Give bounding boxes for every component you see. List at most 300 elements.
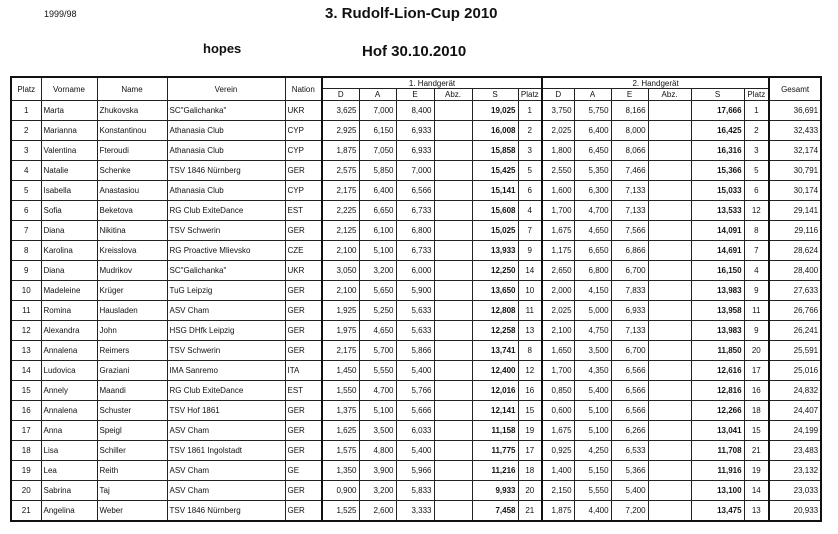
- cell-vorname: Natalie: [41, 161, 97, 181]
- cell-p1: 3: [518, 141, 542, 161]
- cell-d2: 1,175: [542, 241, 574, 261]
- cell-a1: 6,650: [359, 201, 396, 221]
- cell-d1: 2,175: [322, 341, 359, 361]
- cell-verein: TuG Leipzig: [167, 281, 285, 301]
- cell-p1: 14: [518, 261, 542, 281]
- cell-verein: RG Club ExiteDance: [167, 381, 285, 401]
- cell-gesamt: 29,141: [769, 201, 821, 221]
- cell-nation: GER: [285, 301, 322, 321]
- cell-nation: GER: [285, 481, 322, 501]
- cell-s2: 13,983: [691, 321, 744, 341]
- cell-abz1: [434, 241, 472, 261]
- cell-a1: 5,100: [359, 401, 396, 421]
- cell-a1: 4,700: [359, 381, 396, 401]
- cell-abz1: [434, 321, 472, 341]
- cell-gesamt: 24,199: [769, 421, 821, 441]
- cell-d1: 2,100: [322, 281, 359, 301]
- cell-p2: 4: [744, 261, 769, 281]
- cell-a2: 6,400: [574, 121, 611, 141]
- cell-gesamt: 29,116: [769, 221, 821, 241]
- cell-d2: 2,000: [542, 281, 574, 301]
- cell-abz2: [648, 441, 691, 461]
- cell-gesamt: 24,407: [769, 401, 821, 421]
- cell-d2: 0,925: [542, 441, 574, 461]
- cell-p2: 8: [744, 221, 769, 241]
- cell-s1: 13,933: [472, 241, 518, 261]
- cell-d1: 1,550: [322, 381, 359, 401]
- cell-abz1: [434, 341, 472, 361]
- cell-e1: 5,766: [396, 381, 434, 401]
- col-a1: A: [359, 89, 396, 101]
- cell-e2: 6,566: [611, 401, 648, 421]
- cell-gesamt: 36,691: [769, 101, 821, 121]
- table-row: [11, 141, 821, 161]
- cell-p2: 3: [744, 141, 769, 161]
- results-table: [10, 76, 822, 522]
- col-platz: Platz: [11, 77, 41, 101]
- cell-a1: 3,200: [359, 261, 396, 281]
- cell-e2: 7,133: [611, 181, 648, 201]
- cell-p1: 16: [518, 381, 542, 401]
- cell-p2: 15: [744, 421, 769, 441]
- cell-a1: 5,700: [359, 341, 396, 361]
- cell-name: Schiller: [97, 441, 167, 461]
- cell-e1: 6,933: [396, 121, 434, 141]
- cell-abz2: [648, 361, 691, 381]
- table-row: [11, 481, 821, 501]
- cell-gesamt: 23,132: [769, 461, 821, 481]
- cell-d2: 1,400: [542, 461, 574, 481]
- cell-e2: 7,200: [611, 501, 648, 522]
- cell-e2: 7,466: [611, 161, 648, 181]
- cell-a2: 6,650: [574, 241, 611, 261]
- cell-nation: CZE: [285, 241, 322, 261]
- cell-d1: 2,575: [322, 161, 359, 181]
- cell-a1: 5,550: [359, 361, 396, 381]
- cell-abz2: [648, 321, 691, 341]
- cell-a2: 4,650: [574, 221, 611, 241]
- cell-e2: 8,066: [611, 141, 648, 161]
- cell-platz: 17: [11, 421, 41, 441]
- cell-s2: 13,958: [691, 301, 744, 321]
- cell-a2: 4,400: [574, 501, 611, 522]
- cell-p2: 11: [744, 301, 769, 321]
- cell-verein: SC"Galichanka": [167, 101, 285, 121]
- cell-vorname: Madeleine: [41, 281, 97, 301]
- cell-abz2: [648, 461, 691, 481]
- cell-a1: 5,850: [359, 161, 396, 181]
- cell-platz: 12: [11, 321, 41, 341]
- cell-p1: 1: [518, 101, 542, 121]
- cell-name: Kreisslova: [97, 241, 167, 261]
- cell-s1: 12,808: [472, 301, 518, 321]
- cell-abz1: [434, 381, 472, 401]
- cell-d1: 2,225: [322, 201, 359, 221]
- cell-d1: 3,050: [322, 261, 359, 281]
- cell-abz1: [434, 181, 472, 201]
- cell-a1: 6,400: [359, 181, 396, 201]
- cell-vorname: Sabrina: [41, 481, 97, 501]
- cell-d1: 2,175: [322, 181, 359, 201]
- cell-d2: 3,750: [542, 101, 574, 121]
- cell-s1: 12,258: [472, 321, 518, 341]
- cell-nation: GER: [285, 321, 322, 341]
- cell-p2: 5: [744, 161, 769, 181]
- cell-abz2: [648, 381, 691, 401]
- cell-p2: 14: [744, 481, 769, 501]
- cell-e1: 8,400: [396, 101, 434, 121]
- cell-a2: 5,100: [574, 401, 611, 421]
- cell-platz: 20: [11, 481, 41, 501]
- cell-a1: 7,000: [359, 101, 396, 121]
- cell-platz: 16: [11, 401, 41, 421]
- table-row: [11, 381, 821, 401]
- col-verein: Verein: [167, 77, 285, 101]
- cell-s1: 15,858: [472, 141, 518, 161]
- cell-nation: GER: [285, 341, 322, 361]
- cell-a2: 6,800: [574, 261, 611, 281]
- cell-s2: 14,091: [691, 221, 744, 241]
- col-nation: Nation: [285, 77, 322, 101]
- cell-vorname: Diana: [41, 221, 97, 241]
- cell-p2: 2: [744, 121, 769, 141]
- cell-name: Beketova: [97, 201, 167, 221]
- cell-p2: 20: [744, 341, 769, 361]
- cell-nation: CYP: [285, 141, 322, 161]
- cell-d1: 1,350: [322, 461, 359, 481]
- cell-p2: 19: [744, 461, 769, 481]
- cell-abz1: [434, 481, 472, 501]
- cell-abz2: [648, 401, 691, 421]
- cell-d2: 1,700: [542, 201, 574, 221]
- cell-name: Nikitina: [97, 221, 167, 241]
- col-e1: E: [396, 89, 434, 101]
- cell-name: Reimers: [97, 341, 167, 361]
- cell-e2: 6,866: [611, 241, 648, 261]
- cell-a1: 5,100: [359, 241, 396, 261]
- cell-d2: 1,700: [542, 361, 574, 381]
- cell-nation: UKR: [285, 101, 322, 121]
- cell-vorname: Diana: [41, 261, 97, 281]
- cell-a2: 4,750: [574, 321, 611, 341]
- cell-d1: 3,625: [322, 101, 359, 121]
- col-gesamt: Gesamt: [769, 77, 821, 101]
- cell-e1: 6,000: [396, 261, 434, 281]
- cell-e1: 5,966: [396, 461, 434, 481]
- cell-d1: 1,575: [322, 441, 359, 461]
- cell-d2: 2,025: [542, 121, 574, 141]
- cell-s1: 12,250: [472, 261, 518, 281]
- cell-e2: 6,933: [611, 301, 648, 321]
- cell-gesamt: 26,241: [769, 321, 821, 341]
- cell-vorname: Angelina: [41, 501, 97, 522]
- cell-d2: 2,100: [542, 321, 574, 341]
- cell-verein: RG Club ExiteDance: [167, 201, 285, 221]
- cell-s2: 13,533: [691, 201, 744, 221]
- cell-p1: 4: [518, 201, 542, 221]
- cell-nation: UKR: [285, 261, 322, 281]
- cell-nation: GER: [285, 281, 322, 301]
- cell-e1: 5,633: [396, 301, 434, 321]
- table-row: [11, 501, 821, 522]
- cell-nation: GER: [285, 501, 322, 522]
- cell-p2: 9: [744, 321, 769, 341]
- cell-verein: RG Proactive Mlievsko: [167, 241, 285, 261]
- cell-s1: 15,608: [472, 201, 518, 221]
- cell-e2: 7,566: [611, 221, 648, 241]
- cell-abz1: [434, 201, 472, 221]
- cell-a2: 3,500: [574, 341, 611, 361]
- cell-e1: 6,733: [396, 241, 434, 261]
- cell-d2: 2,650: [542, 261, 574, 281]
- table-row: [11, 421, 821, 441]
- cell-platz: 4: [11, 161, 41, 181]
- season-label: 1999/98: [44, 9, 77, 19]
- cell-p1: 21: [518, 501, 542, 522]
- cell-verein: TSV 1846 Nürnberg: [167, 161, 285, 181]
- cell-vorname: Sofia: [41, 201, 97, 221]
- cell-e2: 8,166: [611, 101, 648, 121]
- cell-e2: 5,400: [611, 481, 648, 501]
- cell-name: Speigl: [97, 421, 167, 441]
- cell-name: Krüger: [97, 281, 167, 301]
- cell-nation: CYP: [285, 121, 322, 141]
- cell-nation: ITA: [285, 361, 322, 381]
- cell-e1: 6,933: [396, 141, 434, 161]
- col-a2: A: [574, 89, 611, 101]
- cell-a2: 5,150: [574, 461, 611, 481]
- cell-platz: 10: [11, 281, 41, 301]
- cell-name: Konstantinou: [97, 121, 167, 141]
- cell-abz2: [648, 201, 691, 221]
- cell-verein: TSV 1846 Nürnberg: [167, 501, 285, 522]
- cell-verein: ASV Cham: [167, 481, 285, 501]
- cell-d2: 1,675: [542, 221, 574, 241]
- cell-vorname: Karolina: [41, 241, 97, 261]
- cell-p2: 12: [744, 201, 769, 221]
- cell-verein: TSV 1861 Ingolstadt: [167, 441, 285, 461]
- table-row: [11, 161, 821, 181]
- cell-name: John: [97, 321, 167, 341]
- cell-p2: 13: [744, 501, 769, 522]
- cell-a1: 3,900: [359, 461, 396, 481]
- cell-vorname: Marta: [41, 101, 97, 121]
- cell-a2: 4,150: [574, 281, 611, 301]
- table-row: [11, 101, 821, 121]
- cell-abz2: [648, 481, 691, 501]
- cell-verein: TSV Schwerin: [167, 221, 285, 241]
- cell-d2: 1,650: [542, 341, 574, 361]
- cell-name: Fteroudi: [97, 141, 167, 161]
- cell-gesamt: 30,791: [769, 161, 821, 181]
- table-row: [11, 261, 821, 281]
- cell-name: Hausladen: [97, 301, 167, 321]
- cell-name: Taj: [97, 481, 167, 501]
- cell-a1: 3,200: [359, 481, 396, 501]
- col-e2: E: [611, 89, 648, 101]
- cell-a1: 6,100: [359, 221, 396, 241]
- table-row: [11, 221, 821, 241]
- cell-d2: 2,025: [542, 301, 574, 321]
- col-s2: S: [691, 89, 744, 101]
- cell-s2: 13,041: [691, 421, 744, 441]
- cell-name: Anastasiou: [97, 181, 167, 201]
- cell-s2: 15,033: [691, 181, 744, 201]
- table-row: [11, 201, 821, 221]
- table-row: [11, 241, 821, 261]
- cell-a1: 2,600: [359, 501, 396, 522]
- col-p2: Platz: [744, 89, 769, 101]
- cell-name: Reith: [97, 461, 167, 481]
- col-abz1: Abz.: [434, 89, 472, 101]
- cell-e1: 6,800: [396, 221, 434, 241]
- cell-d2: 2,550: [542, 161, 574, 181]
- cell-nation: GER: [285, 441, 322, 461]
- cell-d2: 1,800: [542, 141, 574, 161]
- cell-a2: 5,100: [574, 421, 611, 441]
- cell-abz2: [648, 121, 691, 141]
- cell-d2: 0,600: [542, 401, 574, 421]
- cell-e1: 3,333: [396, 501, 434, 522]
- cell-abz1: [434, 421, 472, 441]
- cell-p2: 9: [744, 281, 769, 301]
- cell-e1: 5,900: [396, 281, 434, 301]
- cell-s1: 13,650: [472, 281, 518, 301]
- cell-platz: 21: [11, 501, 41, 522]
- category-label: hopes: [203, 41, 242, 56]
- cell-p2: 17: [744, 361, 769, 381]
- cell-abz1: [434, 361, 472, 381]
- cell-d1: 1,375: [322, 401, 359, 421]
- cell-verein: HSG DHfk Leipzig: [167, 321, 285, 341]
- cell-s2: 15,366: [691, 161, 744, 181]
- cell-p1: 15: [518, 401, 542, 421]
- cell-d1: 1,525: [322, 501, 359, 522]
- cell-name: Schuster: [97, 401, 167, 421]
- table-row: [11, 121, 821, 141]
- cell-vorname: Romina: [41, 301, 97, 321]
- cell-nation: GER: [285, 421, 322, 441]
- cell-nation: CYP: [285, 181, 322, 201]
- cell-vorname: Isabella: [41, 181, 97, 201]
- cell-s2: 12,816: [691, 381, 744, 401]
- cell-gesamt: 23,483: [769, 441, 821, 461]
- cell-nation: GER: [285, 161, 322, 181]
- cell-e2: 8,000: [611, 121, 648, 141]
- cell-abz1: [434, 281, 472, 301]
- cell-abz1: [434, 141, 472, 161]
- cell-platz: 8: [11, 241, 41, 261]
- cell-d1: 1,925: [322, 301, 359, 321]
- cell-d1: 1,975: [322, 321, 359, 341]
- cell-s1: 12,016: [472, 381, 518, 401]
- cell-s2: 12,266: [691, 401, 744, 421]
- cell-gesamt: 24,832: [769, 381, 821, 401]
- cell-e1: 7,000: [396, 161, 434, 181]
- cell-d2: 2,150: [542, 481, 574, 501]
- cell-s1: 15,025: [472, 221, 518, 241]
- cell-gesamt: 32,433: [769, 121, 821, 141]
- cell-abz1: [434, 501, 472, 522]
- cell-p1: 17: [518, 441, 542, 461]
- cell-vorname: Annalena: [41, 341, 97, 361]
- cell-d1: 2,125: [322, 221, 359, 241]
- cell-p2: 21: [744, 441, 769, 461]
- cell-p2: 7: [744, 241, 769, 261]
- cell-nation: EST: [285, 201, 322, 221]
- table-row: [11, 441, 821, 461]
- cell-a2: 4,350: [574, 361, 611, 381]
- table-row: [11, 461, 821, 481]
- cell-platz: 5: [11, 181, 41, 201]
- col-abz2: Abz.: [648, 89, 691, 101]
- cell-platz: 13: [11, 341, 41, 361]
- cell-abz1: [434, 261, 472, 281]
- cell-verein: ASV Cham: [167, 421, 285, 441]
- cell-abz1: [434, 401, 472, 421]
- cell-a2: 4,250: [574, 441, 611, 461]
- cell-vorname: Annalena: [41, 401, 97, 421]
- cell-e2: 6,266: [611, 421, 648, 441]
- cell-gesamt: 27,633: [769, 281, 821, 301]
- cell-verein: Athanasia Club: [167, 121, 285, 141]
- cell-abz2: [648, 281, 691, 301]
- cell-e2: 6,533: [611, 441, 648, 461]
- cell-p1: 18: [518, 461, 542, 481]
- cell-verein: IMA Sanremo: [167, 361, 285, 381]
- cell-platz: 9: [11, 261, 41, 281]
- cell-abz2: [648, 341, 691, 361]
- cell-e2: 6,566: [611, 381, 648, 401]
- cell-e2: 5,366: [611, 461, 648, 481]
- cell-d1: 2,925: [322, 121, 359, 141]
- cell-nation: GER: [285, 221, 322, 241]
- cell-s1: 11,775: [472, 441, 518, 461]
- cell-platz: 2: [11, 121, 41, 141]
- cell-abz2: [648, 221, 691, 241]
- col-vorname: Vorname: [41, 77, 97, 101]
- cell-gesamt: 25,016: [769, 361, 821, 381]
- cell-e2: 6,566: [611, 361, 648, 381]
- col-d1: D: [322, 89, 359, 101]
- cell-d1: 1,625: [322, 421, 359, 441]
- cell-a1: 4,650: [359, 321, 396, 341]
- venue-date: Hof 30.10.2010: [362, 43, 467, 60]
- cell-s1: 9,933: [472, 481, 518, 501]
- cell-p2: 1: [744, 101, 769, 121]
- cell-abz1: [434, 461, 472, 481]
- cell-e2: 6,700: [611, 341, 648, 361]
- cell-verein: Athanasia Club: [167, 181, 285, 201]
- cell-s1: 13,741: [472, 341, 518, 361]
- cell-vorname: Lisa: [41, 441, 97, 461]
- cell-name: Zhukovska: [97, 101, 167, 121]
- cell-s2: 11,708: [691, 441, 744, 461]
- cell-a1: 5,650: [359, 281, 396, 301]
- cell-s2: 11,916: [691, 461, 744, 481]
- table-row: [11, 341, 821, 361]
- col-p1: Platz: [518, 89, 542, 101]
- cell-a1: 4,800: [359, 441, 396, 461]
- cell-s1: 15,141: [472, 181, 518, 201]
- cell-e1: 6,733: [396, 201, 434, 221]
- cell-nation: EST: [285, 381, 322, 401]
- cell-s1: 7,458: [472, 501, 518, 522]
- cell-p1: 13: [518, 321, 542, 341]
- cell-a2: 5,400: [574, 381, 611, 401]
- cell-a2: 5,000: [574, 301, 611, 321]
- cell-platz: 15: [11, 381, 41, 401]
